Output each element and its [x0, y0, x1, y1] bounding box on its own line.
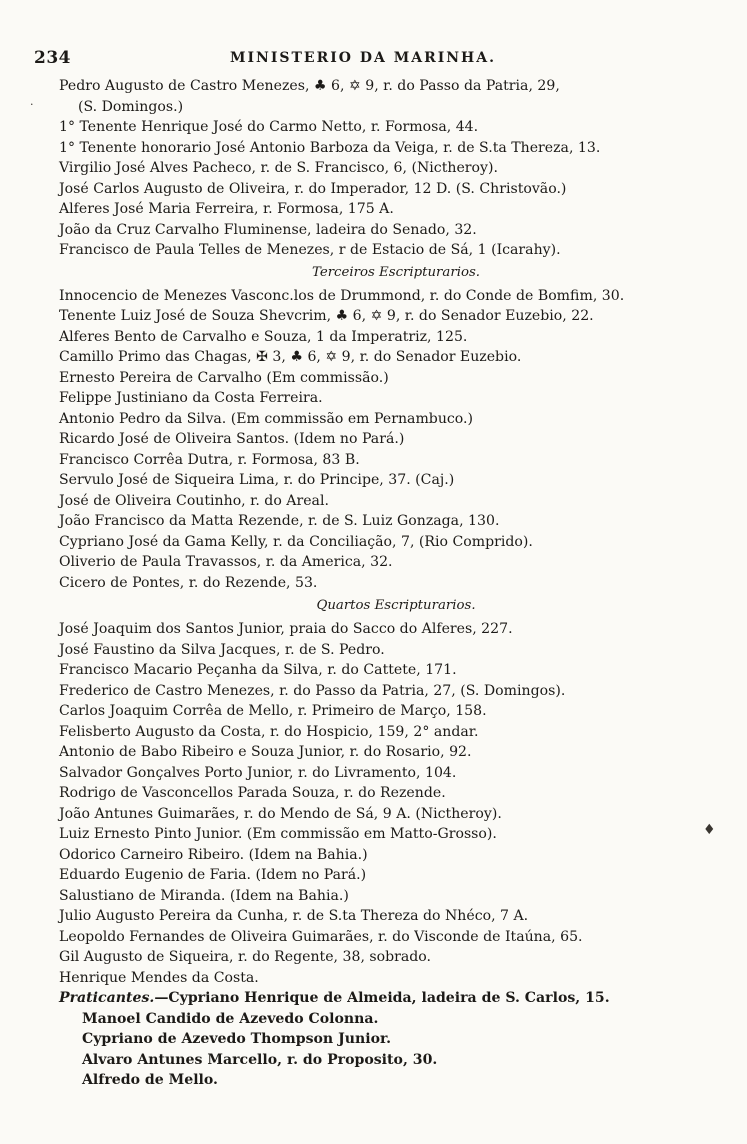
- entry-line: (S. Domingos.): [78, 98, 184, 115]
- entry-line: José Carlos Augusto de Oliveira, r. do Imperador, 12 D. (S. Christovão.): [59, 180, 567, 197]
- running-title: MINISTERIO DA MARINHA.: [230, 50, 497, 66]
- entry-line: Alferes José Maria Ferreira, r. Formosa, 175 A.: [59, 201, 394, 217]
- terceiros-list: [24, 286, 728, 594]
- margin-diamond-mark: ♦: [703, 822, 716, 838]
- entry-line: Alferes Bento de Carvalho e Souza, 1 da Imperatriz, 125.: [59, 328, 468, 345]
- margin-dot-mark: .: [30, 95, 34, 108]
- entry-line: Pedro Augusto de Castro Menezes, ♣ 6, ✡ 9, r. do Passo da Patria, 29,: [59, 78, 560, 94]
- section-title-quartos: Quartos Escripturarios.: [316, 598, 476, 613]
- entry-line: 1° Tenente honorario José Antonio Barboza da Veiga, r. de S.ta Thereza, 13.: [59, 139, 601, 156]
- entry-line: Eduardo Eugenio de Faria. (Idem no Pará.): [59, 867, 367, 883]
- entry-line: Tenente Luiz José de Souza Shevcrim, ♣ 6, ✡ 9, r. do Senador Euzebio, 22.: [59, 308, 594, 324]
- entry-line: Felisberto Augusto da Costa, r. do Hospicio, 159, 2° andar.: [59, 723, 479, 740]
- praticantes-label: Praticantes.: [59, 990, 155, 1006]
- segundos-list: [24, 76, 728, 261]
- entry-line: Innocencio de Menezes Vasconc.los de Drummond, r. do Conde de Bomfim, 30.: [59, 287, 625, 304]
- entry-line: Salustiano de Miranda. (Idem na Bahia.): [59, 887, 349, 904]
- entry-line: Cypriano José da Gama Kelly, r. da Conciliação, 7, (Rio Comprido).: [59, 533, 533, 550]
- entry-line: Alfredo de Mello.: [82, 1072, 218, 1088]
- entry-line: Luiz Ernesto Pinto Junior. (Em commissão em Matto-Grosso).: [59, 826, 497, 842]
- entry-line: Rodrigo de Vasconcellos Parada Souza, r. do Rezende.: [59, 785, 446, 801]
- quartos-list: [24, 619, 728, 988]
- entry-line: Carlos Joaquim Corrêa de Mello, r. Primeiro de Março, 158.: [59, 703, 487, 719]
- entry-line: Francisco de Paula Telles de Menezes, r de Estacio de Sá, 1 (Icarahy).: [59, 242, 561, 258]
- entry-line: Servulo José de Siqueira Lima, r. do Principe, 37. (Caj.): [59, 472, 455, 488]
- page-number: 234: [34, 48, 71, 68]
- entry-line: Leopoldo Fernandes de Oliveira Guimarães, r. do Visconde de Itaúna, 65.: [59, 928, 583, 945]
- entry-line: Cypriano de Azevedo Thompson Junior.: [82, 1031, 392, 1047]
- entry-line: João Antunes Guimarães, r. do Mendo de Sá, 9 A. (Nictheroy).: [59, 805, 502, 822]
- entry-line: João da Cruz Carvalho Fluminense, ladeira do Senado, 32.: [59, 221, 477, 238]
- entry-line: Henrique Mendes da Costa.: [59, 969, 259, 986]
- entry-line: Antonio de Babo Ribeiro e Souza Junior, r. do Rosario, 92.: [59, 744, 472, 760]
- entry-line: José Faustino da Silva Jacques, r. de S. Pedro.: [59, 641, 385, 658]
- entry-line: Camillo Primo das Chagas, ✠ 3, ♣ 6, ✡ 9, r. do Senador Euzebio.: [59, 349, 522, 365]
- entry-line: Ricardo José de Oliveira Santos. (Idem no Pará.): [59, 431, 405, 447]
- entry-line: José de Oliveira Coutinho, r. do Areal.: [59, 492, 329, 509]
- entry-line: Gil Augusto de Siqueira, r. do Regente, 38, sobrado.: [59, 949, 432, 965]
- entry-line: Ernesto Pereira de Carvalho (Em commissão.): [59, 369, 389, 386]
- entry-line: Oliverio de Paula Travassos, r. da America, 32.: [59, 554, 393, 570]
- entry-line: José Joaquim dos Santos Junior, praia do Sacco do Alferes, 227.: [59, 621, 513, 637]
- praticantes-list: [24, 988, 728, 1091]
- entry-line: Odorico Carneiro Ribeiro. (Idem na Bahia.): [59, 846, 368, 863]
- entry-line: Frederico de Castro Menezes, r. do Passo da Patria, 27, (S. Domingos).: [59, 682, 566, 699]
- entry-line: Alvaro Antunes Marcello, r. do Proposito, 30.: [82, 1051, 438, 1068]
- page-header: [34, 48, 674, 72]
- page-content: [24, 76, 728, 1091]
- entry-line: Felippe Justiniano da Costa Ferreira.: [59, 390, 323, 406]
- section-title-terceiros: Terceiros Escripturarios.: [312, 264, 480, 280]
- entry-line: Manoel Candido de Azevedo Colonna.: [82, 1010, 379, 1027]
- entry-line: Francisco Corrêa Dutra, r. Formosa, 83 B.: [59, 451, 360, 468]
- entry-line: Cicero de Pontes, r. do Rezende, 53.: [59, 574, 318, 591]
- entry-line: Francisco Macario Peçanha da Silva, r. do Cattete, 171.: [59, 662, 457, 678]
- entry-line: Virgilio José Alves Pacheco, r. de S. Francisco, 6, (Nictheroy).: [59, 160, 498, 176]
- entry-line: Salvador Gonçalves Porto Junior, r. do Livramento, 104.: [59, 764, 457, 781]
- entry-line: Julio Augusto Pereira da Cunha, r. de S.ta Thereza do Nhéco, 7 A.: [59, 908, 529, 924]
- praticantes-first-line: [24, 988, 728, 1009]
- praticantes-first-entry: —Cypriano Henrique de Almeida, ladeira de S. Carlos, 15.: [154, 990, 610, 1006]
- entry-line: João Francisco da Matta Rezende, r. de S. Luiz Gonzaga, 130.: [59, 513, 500, 529]
- entry-line: 1° Tenente Henrique José do Carmo Netto, r. Formosa, 44.: [59, 119, 479, 135]
- entry-line: Antonio Pedro da Silva. (Em commissão em Pernambuco.): [59, 410, 474, 427]
